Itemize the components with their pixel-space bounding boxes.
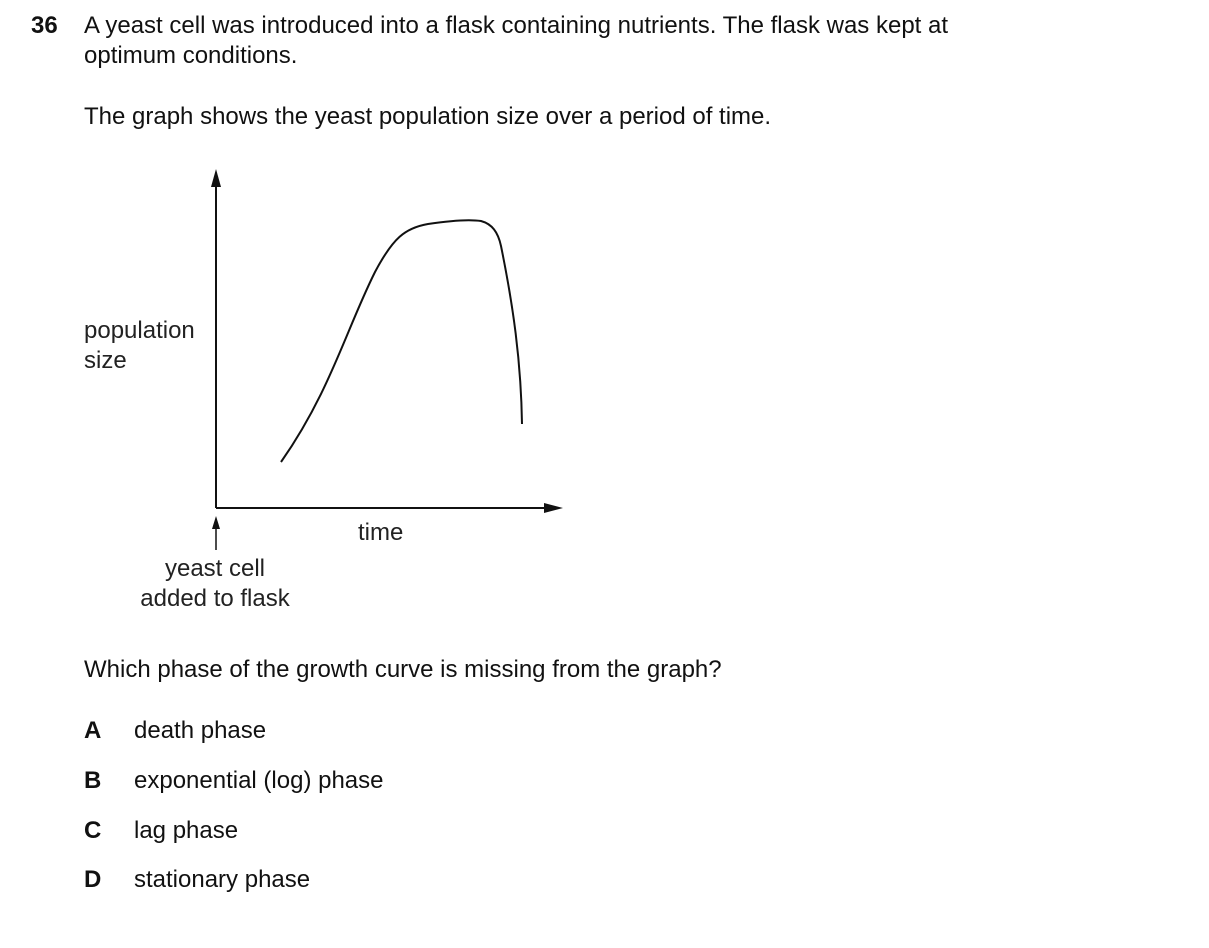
start-point-label-line: added to flask [140, 585, 290, 612]
y-axis-arrowhead [211, 169, 221, 187]
question-stem-line: A yeast cell was introduced into a flask containing nutrients. The flask was kept at [84, 12, 949, 39]
y-axis-label-line: population [84, 317, 195, 344]
start-marker-arrowhead [212, 516, 220, 529]
option-c[interactable] [84, 816, 238, 846]
option-text: lag phase [134, 817, 239, 844]
option-text: exponential (log) phase [134, 767, 384, 794]
y-axis-label [84, 316, 195, 376]
start-point-label [137, 554, 293, 614]
question-stem-line: optimum conditions. [84, 42, 298, 69]
x-axis-arrowhead [544, 503, 563, 513]
option-d[interactable] [84, 865, 310, 895]
option-letter: C [84, 817, 102, 844]
option-letter: B [84, 767, 102, 794]
option-letter: D [84, 866, 102, 893]
option-text: death phase [134, 717, 267, 744]
question-number: 36 [31, 12, 58, 39]
y-axis-label-line: size [84, 347, 127, 374]
option-letter: A [84, 717, 102, 744]
option-text: stationary phase [134, 866, 311, 893]
start-point-label-line: yeast cell [164, 555, 266, 582]
option-a[interactable] [84, 716, 266, 746]
growth-curve [281, 220, 522, 462]
x-axis-label: time [358, 519, 404, 546]
graph-intro-text: The graph shows the yeast population size over a period of time. [84, 103, 772, 130]
option-b[interactable] [84, 766, 384, 796]
question-prompt: Which phase of the growth curve is missing from the graph? [84, 656, 722, 683]
